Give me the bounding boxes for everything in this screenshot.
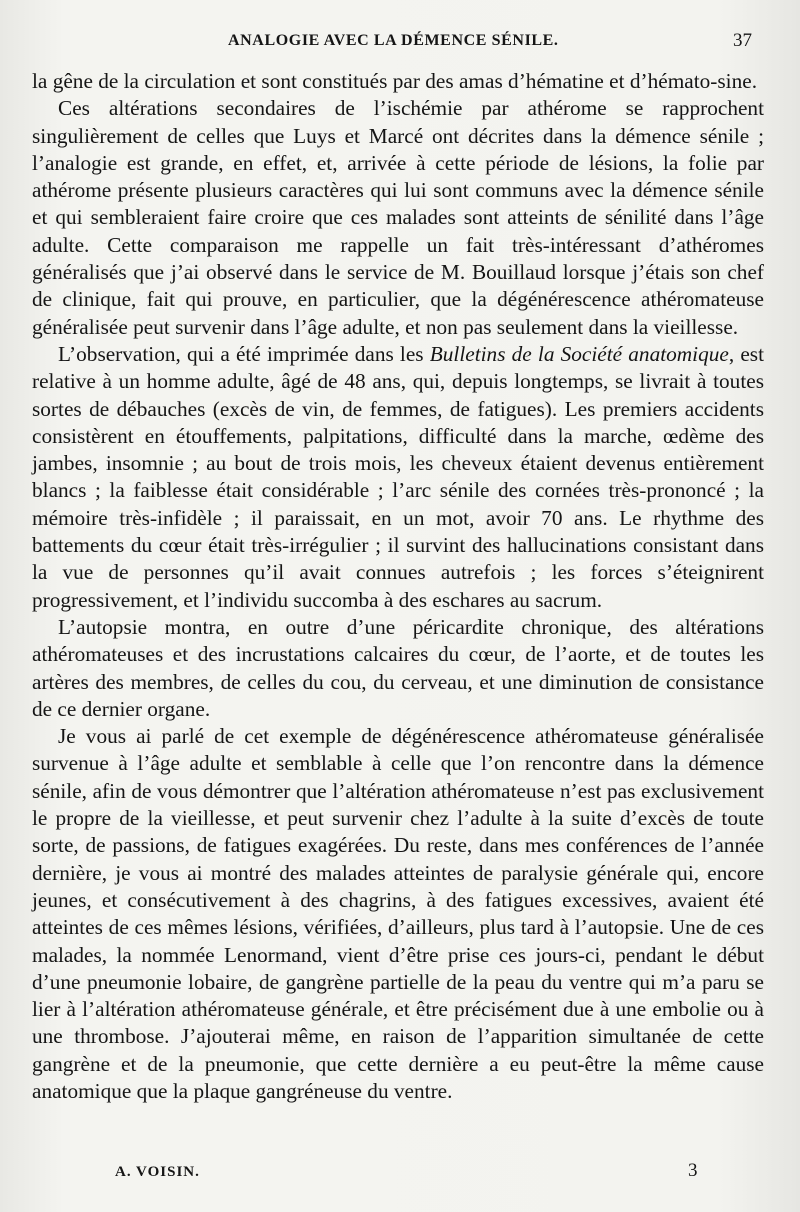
footer-author: A. VOISIN. — [115, 1164, 200, 1180]
paragraph-4: L’autopsie montra, en outre d’une péricardite chronique, des altérations athéromateuses et des incrustations calcaires du cœur, de l’aorte, et de toutes les artères des membres, de celles du cou, du cerveau, et une diminution de consistance de ce dernier organe. — [32, 614, 764, 721]
page-number: 37 — [733, 30, 752, 51]
paragraph-1: la gêne de la circulation et sont constitués par des amas d’hématine et d’hémato-sine. — [32, 69, 758, 93]
paragraph-3-rest: , est relative à un homme adulte, âgé de 48 ans, qui, depuis longtemps, se livrait à toutes sortes de débauches (excès de vin, de femmes, de fatigues). Les premiers accidents consistèrent en étouffements, palpitations, difficulté dans la marche, œdème des jambes, insomnie ; au bout de trois mois, les cheveux étaient devenus entièrement blancs ; la faiblesse était considérable ; l’arc sénile des cornées très-prononcé ; la mémoire très-infidèle ; il paraissait, en un mot, avoir 70 ans. Le rhythme des battements du cœur était très-irrégulier ; il survint des hallucinations consistant dans la vue de personnes qu’il avait connues autrefois ; les forces s’éteignirent progressivement, et l’individu succomba à des eschares au sacrum. — [32, 341, 764, 612]
running-head — [0, 30, 800, 54]
paragraph-5: Je vous ai parlé de cet exemple de dégénérescence athéromateuse généralisée survenue à l’âge adulte et semblable à celle que l’on rencontre dans la démence sénile, afin de vous démontrer que l’altération athéromateuse n’est pas exclusivement le propre de la vieillesse, et peut survenir chez l’adulte à la suite d’excès de toute sorte, de passions, de fatigues exagérées. Du reste, dans mes conférences de l’année dernière, je vous ai montré des malades atteintes de paralysie générale qui, encore jeunes, et consécutivement à des chagrins, à des fatigues excessives, avaient été atteintes de ces mêmes lésions, vérifiées, d’ailleurs, plus tard à l’autopsie. Une de ces malades, la nommée Lenormand, vient d’être prise ces jours-ci, pendant le début d’une pneumonie lobaire, de gangrène partielle de la peau du ventre qui m’a paru se lier à l’altération athéromateuse générale, et être précisément due à une embolie ou à une thrombose. J’ajouterai même, en raison de l’apparition simultanée de cette gangrène et de la pneumonie, que cette dernière a eu peut-être la même cause anatomique que la plaque gangréneuse du ventre. — [32, 724, 764, 1103]
page-footer — [0, 1160, 800, 1188]
running-head-title: ANALOGIE AVEC LA DÉMENCE SÉNILE. — [228, 32, 559, 49]
paragraph-2: Ces altérations secondaires de l’ischémie par athérome se rapprochent singulièrement de celles que Luys et Marcé ont décrites dans la démence sénile ; l’analogie est grande, en effet, et, arrivée à cette période de lésions, la folie par athérome présente plusieurs caractères qui lui sont communs avec la démence sénile et qui sembleraient faire croire que ces malades sont atteints de sénilité dans l’âge adulte. Cette comparaison me rappelle un fait très-intéressant d’athéromes généralisés que j’ai observé dans le service de M. Bouillaud lorsque j’étais son chef de clinique, fait qui prouve, en particulier, que la dégénérescence athéromateuse généralisée peut survenir dans l’âge adulte, et non pas seulement dans la vieillesse. — [32, 96, 764, 339]
journal-title: Bulletins de la Société anatomique — [429, 341, 729, 366]
signature-mark: 3 — [688, 1160, 698, 1181]
paragraph-3-start: L’observation, qui a été imprimée dans les — [58, 341, 430, 366]
paragraph-3 — [32, 341, 764, 614]
body-text — [32, 68, 764, 1105]
